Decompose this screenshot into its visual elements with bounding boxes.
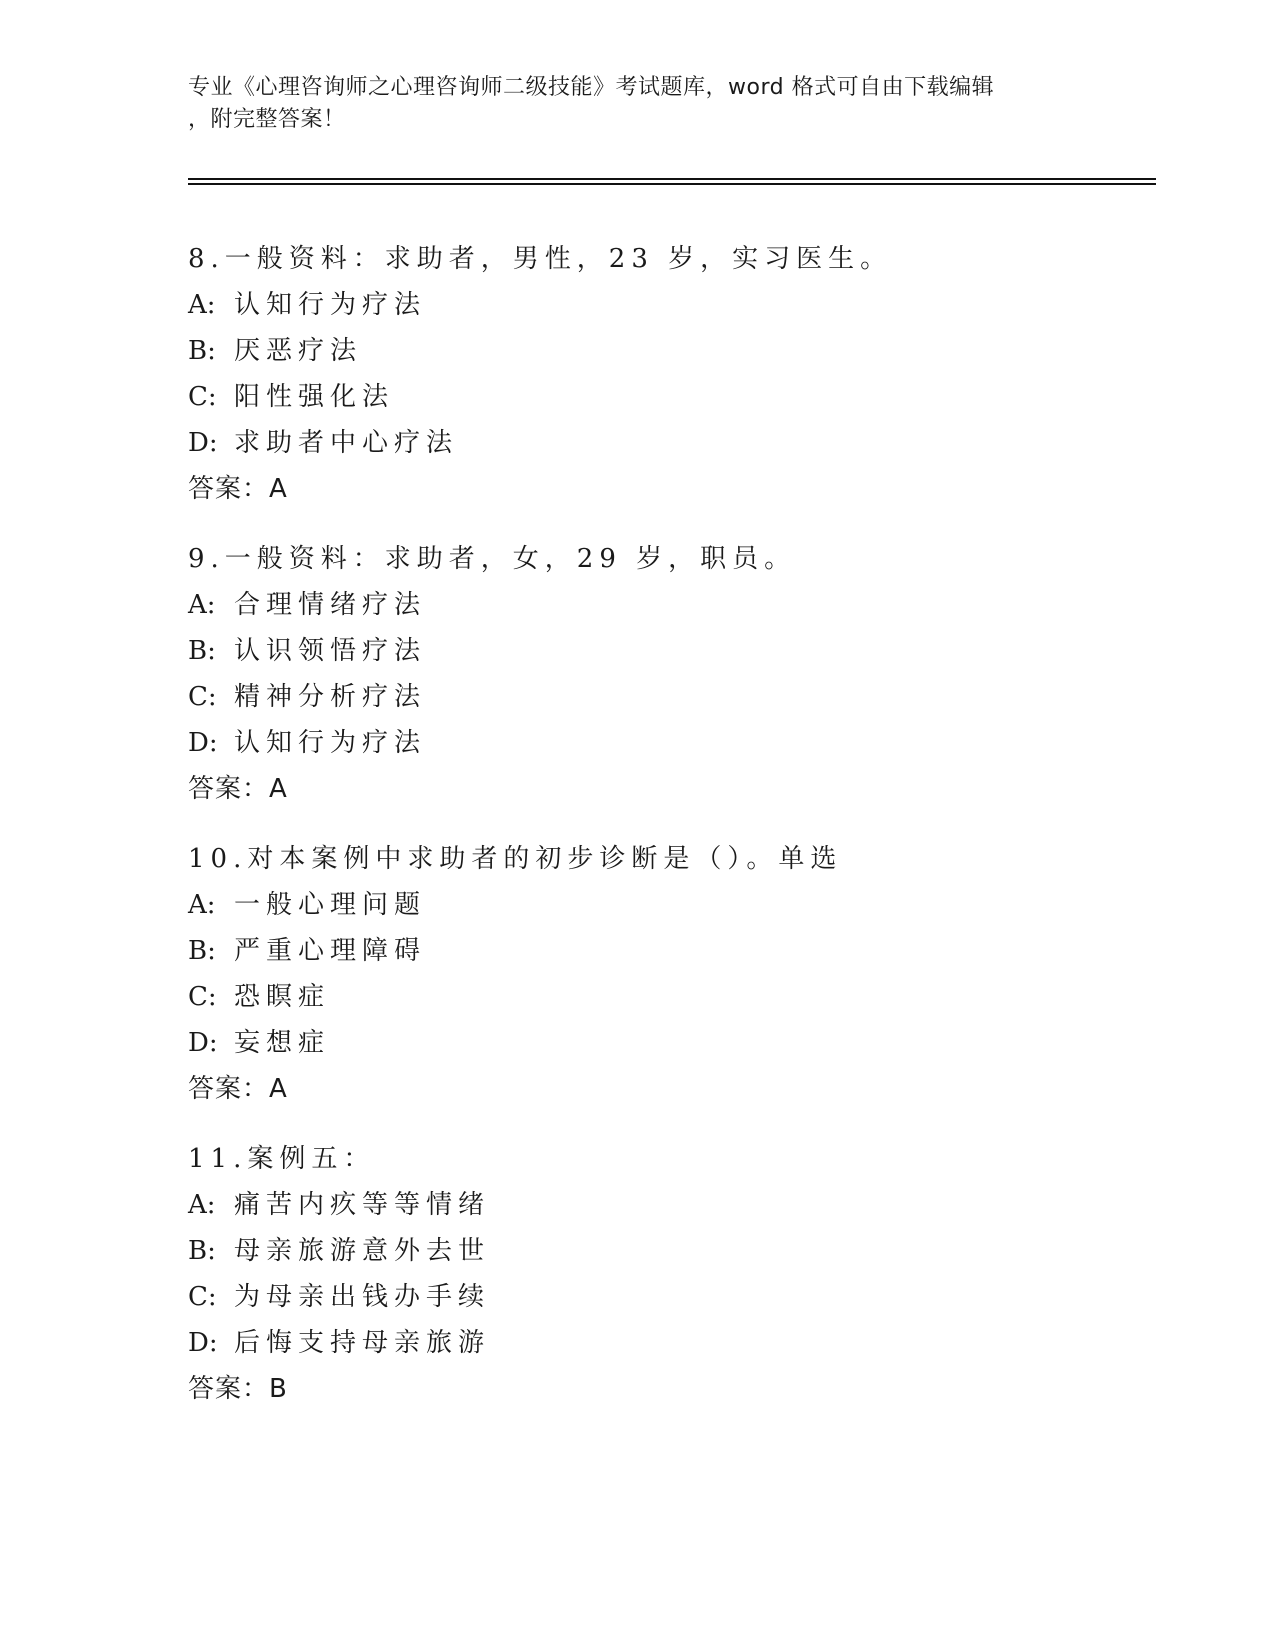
option-b (188, 628, 1156, 674)
option-c (188, 674, 1156, 720)
option-text: 为母亲出钱办手续 (234, 1282, 491, 1312)
option-d (188, 720, 1156, 766)
answer: 答案：A (188, 474, 288, 504)
option-a (188, 282, 1156, 328)
document-header (188, 72, 1088, 136)
option-c (188, 974, 1156, 1020)
answer: 答案：A (188, 1074, 288, 1104)
option-a (188, 882, 1156, 928)
option-letter: D: (188, 428, 218, 458)
option-d (188, 1320, 1156, 1366)
question-title: 8.一般资料：求助者，男性，23 岁，实习医生。 (188, 244, 893, 274)
option-text: 严重心理障碍 (234, 936, 427, 966)
option-text: 恐瞑症 (234, 982, 331, 1012)
option-text: 合理情绪疗法 (234, 590, 427, 620)
answer: 答案：B (188, 1374, 288, 1404)
option-b (188, 328, 1156, 374)
option-a (188, 582, 1156, 628)
answer: 答案：A (188, 774, 288, 804)
header-line-1: 专业《心理咨询师之心理咨询师二级技能》考试题库，word 格式可自由下载编辑 (188, 75, 995, 100)
question-11 (188, 1136, 1156, 1412)
option-letter: A: (188, 1190, 216, 1220)
option-text: 后悔支持母亲旅游 (234, 1328, 491, 1358)
option-letter: C: (188, 682, 217, 712)
option-text: 厌恶疗法 (234, 336, 363, 366)
question-title: 10.对本案例中求助者的初步诊断是（）。单选 (188, 844, 843, 874)
option-d (188, 1020, 1156, 1066)
option-letter: C: (188, 382, 217, 412)
option-text: 妄想症 (234, 1028, 331, 1058)
question-title: 11.案例五： (188, 1144, 376, 1174)
option-b (188, 1228, 1156, 1274)
option-letter: D: (188, 1328, 218, 1358)
question-10 (188, 836, 1156, 1112)
option-text: 母亲旅游意外去世 (234, 1236, 491, 1266)
option-text: 认知行为疗法 (234, 290, 427, 320)
header-line-2: ，附完整答案！ (188, 107, 346, 132)
option-letter: C: (188, 982, 217, 1012)
option-letter: A: (188, 590, 216, 620)
option-text: 认知行为疗法 (234, 728, 427, 758)
option-letter: C: (188, 1282, 217, 1312)
option-c (188, 1274, 1156, 1320)
option-text: 认识领悟疗法 (234, 636, 427, 666)
question-title: 9.一般资料：求助者，女，29 岁，职员。 (188, 544, 797, 574)
header-divider-top (188, 178, 1156, 180)
option-a (188, 1182, 1156, 1228)
option-letter: A: (188, 290, 216, 320)
header-divider-bottom (188, 183, 1156, 185)
question-9 (188, 536, 1156, 812)
option-letter: B: (188, 336, 216, 366)
option-text: 痛苦内疚等等情绪 (234, 1190, 491, 1220)
option-letter: D: (188, 728, 218, 758)
option-text: 求助者中心疗法 (234, 428, 459, 458)
option-letter: B: (188, 1236, 216, 1266)
option-text: 阳性强化法 (234, 382, 395, 412)
option-d (188, 420, 1156, 466)
question-8 (188, 236, 1156, 512)
option-c (188, 374, 1156, 420)
option-letter: D: (188, 1028, 218, 1058)
question-list (188, 236, 1156, 1436)
option-text: 精神分析疗法 (234, 682, 427, 712)
option-letter: A: (188, 890, 216, 920)
option-b (188, 928, 1156, 974)
option-letter: B: (188, 936, 216, 966)
option-text: 一般心理问题 (234, 890, 427, 920)
option-letter: B: (188, 636, 216, 666)
